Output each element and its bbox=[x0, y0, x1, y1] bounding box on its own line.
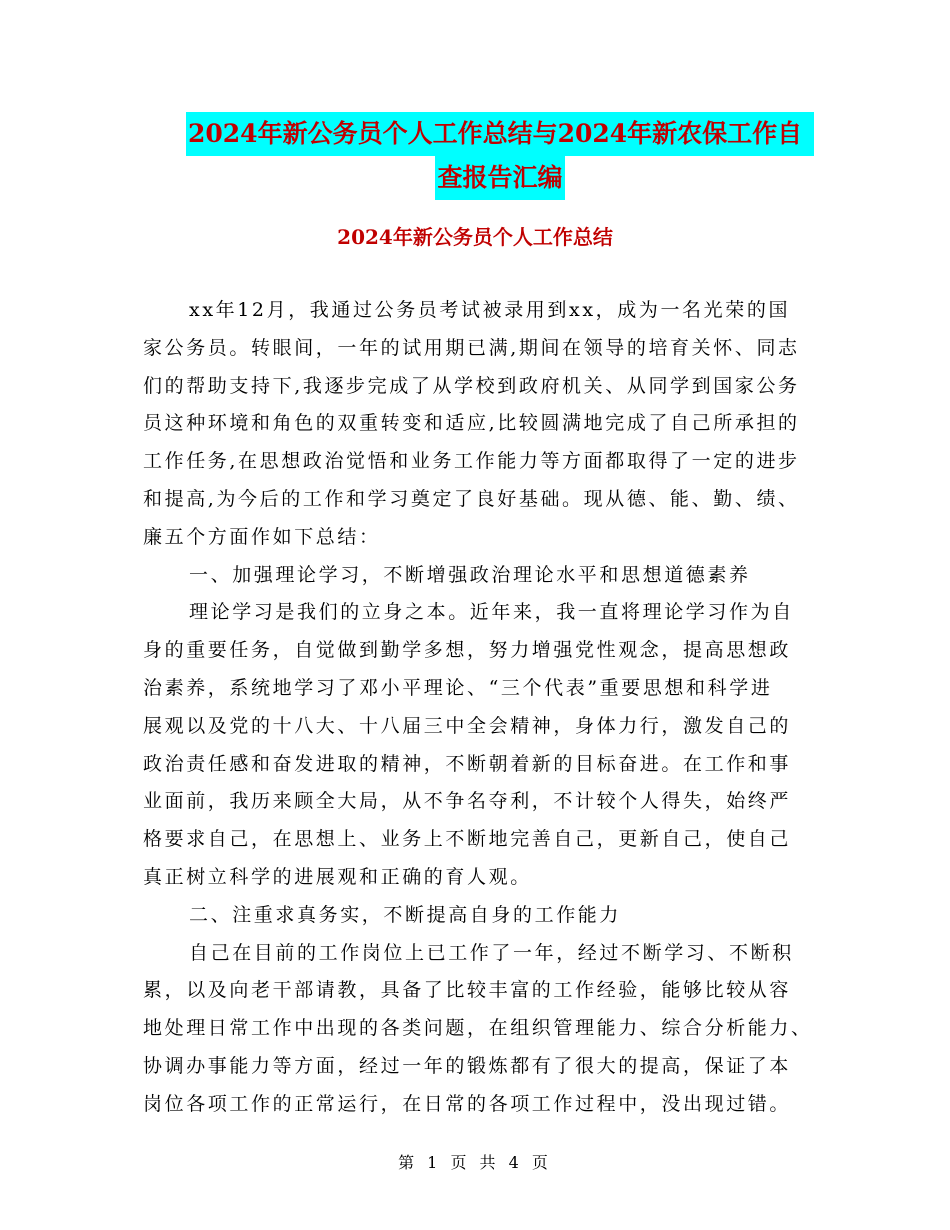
body-line: 自己在目前的工作岗位上已工作了一年，经过不断学习、不断积 bbox=[189, 941, 794, 964]
body-line: 廉五个方面作如下总结： bbox=[143, 525, 381, 548]
document-title bbox=[185, 112, 815, 200]
section-title: 2024年新公务员个人工作总结 bbox=[337, 225, 613, 249]
body-line: 格要求自己，在思想上、业务上不断地完善自己，更新自己，使自己 bbox=[143, 828, 792, 851]
body-line: 协调办事能力等方面，经过一年的锻炼都有了很大的提高，保证了本 bbox=[143, 1054, 792, 1077]
body-line: 地处理日常工作中出现的各类问题，在组织管理能力、综合分析能力、 bbox=[143, 1017, 813, 1040]
body-line: 工作任务,在思想政治觉悟和业务工作能力等方面都取得了一定的进步 bbox=[143, 450, 800, 473]
body-line: 治素养，系统地学习了邓小平理论、“三个代表”重要思想和科学进 bbox=[143, 676, 773, 699]
body-line: 员这种环境和角色的双重转变和适应,比较圆满地完成了自己所承担的 bbox=[143, 412, 800, 435]
body-line: 业面前，我历来顾全大局，从不争名夺利，不计较个人得失，始终严 bbox=[143, 790, 792, 813]
heading-line: 一、加强理论学习，不断增强政治理论水平和思想道德素养 bbox=[189, 563, 751, 586]
document-title-line-1: 2024年新公务员个人工作总结与2024年新农保工作自 bbox=[186, 112, 814, 156]
body-line: 身的重要任务，自觉做到勤学多想，努力增强党性观念，提高思想政 bbox=[143, 639, 792, 662]
body-line: 和提高,为今后的工作和学习奠定了良好基础。现从德、能、勤、绩、 bbox=[143, 487, 800, 510]
body-line: 政治责任感和奋发进取的精神，不断朝着新的目标奋进。在工作和事 bbox=[143, 752, 792, 775]
body-text bbox=[143, 292, 813, 1124]
body-line: xx年12月，我通过公务员考试被录用到xx，成为一名光荣的国 bbox=[189, 299, 791, 321]
body-line: 理论学习是我们的立身之本。近年来，我一直将理论学习作为自 bbox=[189, 601, 794, 624]
body-line: 展观以及党的十八大、十八届三中全会精神，身体力行，激发自己的 bbox=[143, 714, 792, 737]
body-line: 累，以及向老干部请教，具备了比较丰富的工作经验，能够比较从容 bbox=[143, 979, 792, 1002]
document-title-line-2: 查报告汇编 bbox=[435, 156, 564, 200]
body-line: 们的帮助支持下,我逐步完成了从学校到政府机关、从同学到国家公务 bbox=[143, 374, 800, 397]
body-line: 家公务员。转眼间，一年的试用期已满,期间在领导的培育关怀、同志 bbox=[143, 336, 800, 359]
body-line: 岗位各项工作的正常运行，在日常的各项工作过程中，没出现过错。 bbox=[143, 1092, 792, 1115]
body-line: 真正树立科学的进展观和正确的育人观。 bbox=[143, 865, 532, 888]
page-footer: 第 1 页 共 4 页 bbox=[398, 1153, 552, 1172]
heading-line: 二、注重求真务实，不断提高自身的工作能力 bbox=[189, 903, 622, 926]
